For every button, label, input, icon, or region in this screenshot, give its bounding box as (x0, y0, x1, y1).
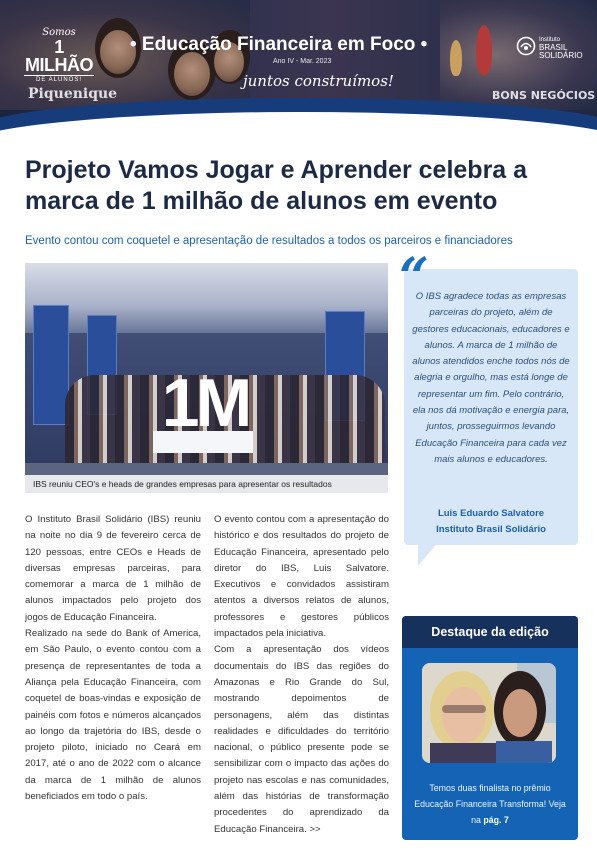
header-banner: Somos 1 MILHÃO DE ALUNOS! • Educação Financeira em Foco • Ano IV - Mar. 2023 juntos construímos! Piquenique BONS NEGÓCIOS Instituto BRASIL SOLIDÁRIO (0, 0, 597, 140)
bons-negocios-game-label: BONS NEGÓCIOS (492, 89, 596, 102)
piquenique-game-label: Piquenique (28, 86, 118, 102)
finalists-photo (422, 663, 556, 763)
quote-text: O IBS agradece todas as empresas parceiras do projeto, além de gestores educacionais, educadores e alunos. A marca de 1 milhão de alunos atendidos enche todos nós de alegria e orgulho, mas está longe de representar um fim. Pelo contrário, ela nos dá motivação e energia para, juntos, prosseguirmos levando Educação Financeira para cada vez mais alunos e educadores. (412, 291, 570, 465)
newsletter-title: • Educação Financeira em Foco • (130, 34, 428, 55)
exhibition-panel (33, 305, 69, 425)
event-group-photo (25, 263, 388, 493)
slogan: juntos construímos! (243, 72, 394, 90)
article-column-2 (214, 512, 389, 838)
paragraph: Com a apresentação dos vídeos documentais do IBS das regiões do Amazonas e Rio Grande do Sul, mostrando depoimentos de personagens, além das distintas realidades e dificuldades do território nacional, o público presente pode se sensibilizar com o impacto das ações do projeto nas escolas e nas comunidades, além das histórias de transformação procedentes do aprendizado da Educação Financeira. >> (214, 644, 389, 835)
paragraph: O evento contou com a apresentação do histórico e dos resultados do projeto de Educação Financeira, apresentado pelo diretor do IBS, Luis Salvatore. Executivos e convidados assistiram atentos a diversos relatos de alunos, professores e gestores públicos impactados pela iniciativa. (214, 514, 389, 640)
issue-date: Ano IV - Mar. 2023 (273, 58, 332, 65)
ibs-logo-icon (516, 36, 536, 56)
paragraph: Realizado na sede do Bank of America, em São Paulo, o evento contou com a presença de representantes de toda a Aliança pela Educação Financeira, com coquetel de boas-vindas e exposição de painéis com fotos e números alcançados ao longo da trajetória do IBS, desde o projeto piloto, iniciado no Ceará em 2017, até o ano de 2022 com o alcance da marca de 1 milhão de alunos beneficiados em todo o país. (25, 628, 201, 803)
paragraph: O Instituto Brasil Solidário (IBS) reuniu na noite no dia 9 de fevereiro cerca de 120 pessoas, entre CEOs e Heads de diversas empresas parceiras, para comemorar a marca de 1 milhão de alunos impactados pelo projeto dos jogos de Educação Financeira. (25, 514, 201, 623)
photo-caption: IBS reuniu CEO's e heads de grandes empresas para apresentar os resultados (25, 475, 388, 493)
1m-sculpture: 1M (161, 365, 249, 441)
article-column-1 (25, 512, 201, 805)
highlight-text: Temos duas finalista no prêmio Educação Financeira Transforma! Veja na pág. 7 (414, 783, 566, 825)
highlight-title: Destaque da edição (402, 616, 578, 648)
somos-1-milhao-logo: Somos 1 MILHÃO DE ALUNOS! (25, 27, 93, 83)
article-subhead: Evento contou com coquetel e apresentação de resultados a todos os parceiros e financiadores (25, 235, 513, 247)
page-reference-link[interactable]: pág. 7 (483, 815, 509, 825)
highlight-box (402, 616, 578, 840)
quote-mark-icon: “ (399, 247, 429, 308)
article-headline: Projeto Vamos Jogar e Aprender celebra a marca de 1 milhão de alunos em evento (25, 156, 528, 215)
quote-author-name: Luis Eduardo Salvatore (437, 508, 545, 519)
quote-author-org: Instituto Brasil Solidário (436, 524, 546, 535)
quote-attribution (412, 506, 570, 538)
finalists-photo-illustration (422, 663, 556, 763)
